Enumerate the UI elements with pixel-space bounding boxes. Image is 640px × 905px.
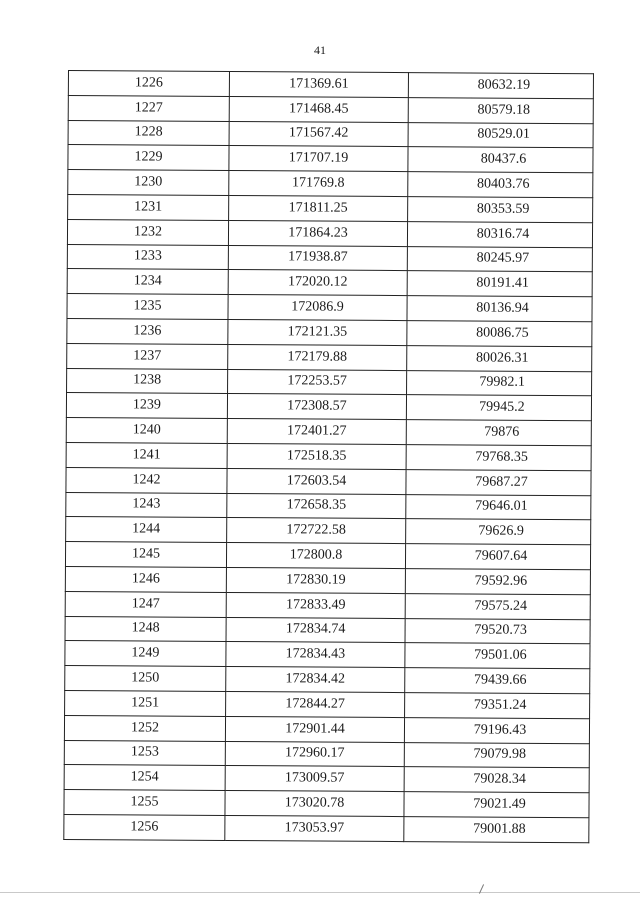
x-coordinate-cell: 172518.35: [227, 443, 406, 469]
y-coordinate-cell: 79876: [406, 420, 591, 446]
point-id-cell: 1241: [66, 442, 227, 468]
point-id-cell: 1249: [65, 641, 226, 667]
x-coordinate-cell: 173009.57: [225, 766, 404, 792]
y-coordinate-cell: 80026.31: [407, 345, 592, 371]
table-row: [68, 120, 593, 148]
point-id-cell: 1235: [67, 294, 228, 320]
y-coordinate-cell: 79768.35: [406, 445, 591, 471]
point-id-cell: 1250: [65, 666, 226, 692]
point-id-cell: 1247: [65, 591, 226, 617]
y-coordinate-cell: 80136.94: [407, 296, 592, 322]
table-row: [68, 170, 593, 198]
y-coordinate-cell: 79021.49: [404, 792, 589, 818]
x-coordinate-cell: 172603.54: [227, 468, 406, 494]
table-row: [67, 269, 592, 297]
y-coordinate-cell: 80191.41: [407, 271, 592, 297]
x-coordinate-cell: 172658.35: [227, 493, 406, 519]
y-coordinate-cell: 80316.74: [407, 221, 592, 247]
x-coordinate-cell: 172020.12: [228, 270, 407, 296]
table-row: [67, 294, 592, 322]
y-coordinate-cell: 79945.2: [406, 395, 591, 421]
point-id-cell: 1251: [65, 690, 226, 716]
x-coordinate-cell: 172901.44: [225, 716, 404, 742]
x-coordinate-cell: 171468.45: [229, 96, 408, 122]
table-row: [65, 591, 590, 619]
x-coordinate-cell: 171567.42: [229, 121, 408, 147]
x-coordinate-cell: 172308.57: [227, 394, 406, 420]
table-row: [65, 566, 590, 594]
y-coordinate-cell: 80403.76: [408, 172, 593, 198]
y-coordinate-cell: 79607.64: [405, 544, 590, 570]
table-row: [64, 740, 589, 768]
y-coordinate-cell: 79575.24: [405, 593, 590, 619]
table-row: [64, 715, 589, 743]
point-id-cell: 1226: [68, 71, 229, 97]
y-coordinate-cell: 79196.43: [404, 717, 589, 743]
x-coordinate-cell: 172834.74: [226, 617, 405, 643]
point-id-cell: 1243: [66, 492, 227, 518]
point-id-cell: 1237: [67, 343, 228, 369]
y-coordinate-cell: 79592.96: [405, 569, 590, 595]
point-id-cell: 1254: [64, 765, 225, 791]
table-row: [68, 194, 593, 222]
table-row: [66, 442, 591, 470]
y-coordinate-cell: 79079.98: [404, 742, 589, 768]
table-row: [64, 765, 589, 793]
table-row: [65, 616, 590, 644]
point-id-cell: 1242: [66, 467, 227, 493]
y-coordinate-cell: 79028.34: [404, 767, 589, 793]
y-coordinate-cell: 79001.88: [404, 816, 589, 842]
table-row: [65, 690, 590, 718]
x-coordinate-cell: 171938.87: [228, 245, 407, 271]
y-coordinate-cell: 79520.73: [405, 618, 590, 644]
table-row: [66, 492, 591, 520]
point-id-cell: 1244: [66, 517, 227, 543]
point-id-cell: 1231: [68, 194, 229, 220]
point-id-cell: 1248: [65, 616, 226, 642]
x-coordinate-cell: 172960.17: [225, 741, 404, 767]
table-row: [64, 790, 589, 818]
coordinate-table: [63, 70, 594, 843]
x-coordinate-cell: 172401.27: [227, 419, 406, 445]
point-id-cell: 1230: [68, 170, 229, 196]
x-coordinate-cell: 173020.78: [225, 791, 404, 817]
x-coordinate-cell: 172722.58: [227, 518, 406, 544]
point-id-cell: 1252: [64, 715, 225, 741]
y-coordinate-cell: 80632.19: [408, 73, 593, 99]
x-coordinate-cell: 172253.57: [228, 369, 407, 395]
point-id-cell: 1240: [66, 418, 227, 444]
table-row: [66, 467, 591, 495]
y-coordinate-cell: 79351.24: [405, 692, 590, 718]
x-coordinate-cell: 171707.19: [229, 146, 408, 172]
point-id-cell: 1256: [64, 814, 225, 840]
y-coordinate-cell: 79501.06: [405, 643, 590, 669]
x-coordinate-cell: 172179.88: [228, 344, 407, 370]
point-id-cell: 1227: [68, 95, 229, 121]
table-row: [67, 318, 592, 346]
point-id-cell: 1246: [65, 566, 226, 592]
x-coordinate-cell: 172800.8: [226, 543, 405, 569]
table-row: [67, 219, 592, 247]
y-coordinate-cell: 80245.97: [407, 246, 592, 272]
x-coordinate-cell: 172834.42: [226, 667, 405, 693]
point-id-cell: 1233: [67, 244, 228, 270]
y-coordinate-cell: 79626.9: [406, 519, 591, 545]
table-row: [65, 666, 590, 694]
table-row: [68, 71, 593, 99]
y-coordinate-cell: 79439.66: [405, 668, 590, 694]
table-row: [68, 145, 593, 173]
y-coordinate-cell: 79982.1: [407, 370, 592, 396]
table-row: [65, 542, 590, 570]
y-coordinate-cell: 80579.18: [408, 97, 593, 123]
x-coordinate-cell: 172121.35: [228, 319, 407, 345]
x-coordinate-cell: 172830.19: [226, 567, 405, 593]
x-coordinate-cell: 171811.25: [229, 195, 408, 221]
y-coordinate-cell: 79646.01: [406, 494, 591, 520]
table-row: [65, 641, 590, 669]
x-coordinate-cell: 171769.8: [229, 171, 408, 197]
y-coordinate-cell: 80086.75: [407, 321, 592, 347]
point-id-cell: 1238: [67, 368, 228, 394]
table-row: [67, 343, 592, 371]
point-id-cell: 1229: [68, 145, 229, 171]
table-row: [66, 517, 591, 545]
y-coordinate-cell: 80529.01: [408, 122, 593, 148]
table-row: [67, 244, 592, 272]
point-id-cell: 1236: [67, 318, 228, 344]
point-id-cell: 1239: [66, 393, 227, 419]
y-coordinate-cell: 80437.6: [408, 147, 593, 173]
page-number: 41: [314, 43, 326, 57]
y-coordinate-cell: 80353.59: [408, 197, 593, 223]
x-coordinate-cell: 171369.61: [229, 71, 408, 97]
table-row: [64, 814, 589, 842]
point-id-cell: 1253: [64, 740, 225, 766]
x-coordinate-cell: 172833.49: [226, 592, 405, 618]
x-coordinate-cell: 172834.43: [226, 642, 405, 668]
page-bottom-divider: [0, 892, 640, 893]
point-id-cell: 1255: [64, 790, 225, 816]
table-row: [66, 418, 591, 446]
point-id-cell: 1234: [67, 269, 228, 295]
x-coordinate-cell: 173053.97: [225, 815, 404, 841]
x-coordinate-cell: 172086.9: [228, 295, 407, 321]
point-id-cell: 1232: [67, 219, 228, 245]
point-id-cell: 1245: [65, 542, 226, 568]
table-row: [66, 393, 591, 421]
y-coordinate-cell: 79687.27: [406, 469, 591, 495]
table-row: [68, 95, 593, 123]
coordinate-table-body: [64, 71, 594, 843]
x-coordinate-cell: 172844.27: [226, 691, 405, 717]
table-row: [67, 368, 592, 396]
point-id-cell: 1228: [68, 120, 229, 146]
x-coordinate-cell: 171864.23: [228, 220, 407, 246]
